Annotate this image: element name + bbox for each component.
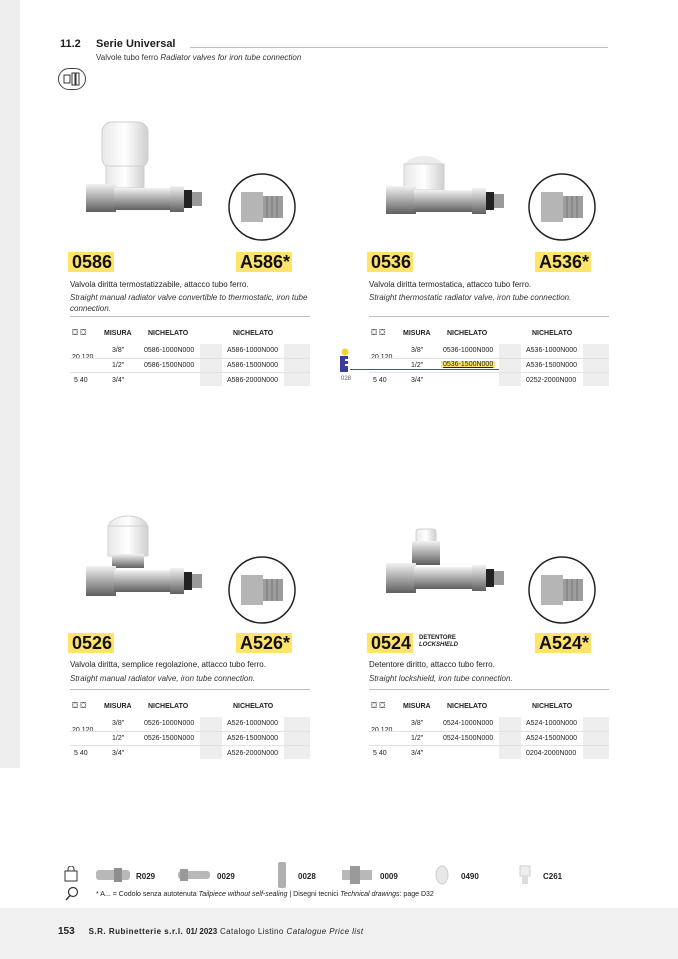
pack-icon: ⛋ ⛋ <box>371 701 386 710</box>
table-shade <box>284 717 310 759</box>
product-code: 0524 <box>367 633 413 654</box>
pack-icon: ⛋ ⛋ <box>72 328 87 337</box>
product-description-en: Straight manual radiator valve convertible to thermostatic, iron tube connection. <box>70 293 308 313</box>
page-number: 153 <box>58 926 75 937</box>
misura-cell: 3/8" <box>411 720 424 727</box>
pack-icon: ⛋ ⛋ <box>371 328 386 337</box>
accessory-0009-image <box>340 864 374 891</box>
misura-cell: 3/4" <box>411 377 424 384</box>
misura-cell: 3/4" <box>112 750 125 757</box>
tag-en: LOCKSHIELD <box>419 642 458 648</box>
alt-product-code: A524* <box>535 633 591 654</box>
code-cell: A536-1000N000 <box>526 347 577 354</box>
row-divider <box>70 358 310 359</box>
pack-cell: 5 40 <box>74 750 88 757</box>
accessory-C261-image <box>516 864 534 891</box>
valve-0526-image <box>82 512 212 627</box>
misura-cell: 3/8" <box>112 347 125 354</box>
product-description-en: Straight manual radiator valve, iron tube connection. <box>70 674 255 683</box>
table-shade <box>499 717 521 759</box>
valve-0586-image <box>82 118 212 233</box>
product-table <box>369 326 609 388</box>
drawings-page-ref: : page D32 <box>399 891 434 898</box>
footnote <box>96 891 434 898</box>
column-header: NICHELATO <box>447 330 488 337</box>
product-code: 0536 <box>367 252 413 273</box>
note-separator: | <box>289 891 292 898</box>
misura-cell: 3/8" <box>411 347 424 354</box>
product-code: 0586 <box>68 252 114 273</box>
row-divider <box>369 358 609 359</box>
code-cell: A586-2000N000 <box>227 377 278 384</box>
misura-cell: 3/4" <box>112 377 125 384</box>
table-shade <box>583 344 609 386</box>
column-header: NICHELATO <box>233 703 274 710</box>
table-shade <box>200 717 222 759</box>
tailpiece-A586-image <box>227 172 297 247</box>
row-divider <box>369 731 609 732</box>
iron-tube-icon <box>58 68 86 90</box>
code-cell: A526-1500N000 <box>227 735 278 742</box>
header-divider <box>190 47 608 48</box>
section-title: Serie Universal <box>96 38 176 50</box>
divider <box>369 316 609 317</box>
drawings-en: Technical drawings <box>340 891 400 898</box>
catalog-en: Catalogue Price list <box>286 927 364 936</box>
row-divider <box>70 745 310 746</box>
valve-0536-image <box>382 150 512 235</box>
alt-product-code: A536* <box>535 252 591 273</box>
column-header: NICHELATO <box>233 330 274 337</box>
row-divider <box>369 372 609 373</box>
alt-product-code: A586* <box>236 252 292 273</box>
product-code: 0526 <box>68 633 114 654</box>
shopping-bag-icon <box>64 866 78 887</box>
note-en: Tailpiece without self-sealing <box>198 891 288 898</box>
thermostatic-head-icon <box>339 348 351 379</box>
product-description-it: Valvola diritta, semplice regolazione, attacco tubo ferro. <box>70 660 266 669</box>
accessory-label: R029 <box>136 872 156 881</box>
code-cell: 0586-1500N000 <box>144 362 195 369</box>
subtitle-it: Valvole tubo ferro <box>96 53 159 62</box>
row-divider <box>70 731 310 732</box>
misura-cell: 3/4" <box>411 750 424 757</box>
product-table <box>70 326 310 388</box>
note-it: * A... = Codolo senza autotenuta <box>96 891 197 898</box>
accessory-label: 0009 <box>380 872 398 881</box>
table-shade <box>200 344 222 386</box>
column-header: MISURA <box>403 330 431 337</box>
accessory-0490-image <box>434 864 450 891</box>
product-description-en: Straight lockshield, iron tube connection. <box>369 674 513 683</box>
footer <box>58 926 363 937</box>
product-description-it: Valvola diritta termostatica, attacco tubo ferro. <box>369 280 532 289</box>
table-shade <box>499 344 521 386</box>
tailpiece-A526-image <box>227 555 297 630</box>
code-cell: 0204-2000N000 <box>526 750 577 757</box>
page-edge-band <box>0 0 20 768</box>
divider <box>369 689 609 690</box>
divider <box>70 316 310 317</box>
accessory-0029-image <box>176 866 212 889</box>
code-cell: A586-1500N000 <box>227 362 278 369</box>
row-divider <box>369 745 609 746</box>
code-cell: 0526-1000N000 <box>144 720 195 727</box>
code-cell: 0524-1000N000 <box>443 720 494 727</box>
column-header: NICHELATO <box>447 703 488 710</box>
pack-cell: 5 40 <box>373 750 387 757</box>
code-cell: A524-1500N000 <box>526 735 577 742</box>
product-description-it: Valvola diritta termostatizzabile, attacco tubo ferro. <box>70 280 249 289</box>
code-cell: 0252-2000N000 <box>526 377 577 384</box>
column-header: NICHELATO <box>532 703 573 710</box>
pack-icon: ⛋ ⛋ <box>72 701 87 710</box>
side-label: 028 <box>341 376 352 382</box>
alt-product-code: A526* <box>236 633 292 654</box>
code-cell: A526-2000N000 <box>227 750 278 757</box>
table-shade <box>583 717 609 759</box>
pack-cell: 5 40 <box>74 377 88 384</box>
tailpiece-A524-image <box>527 555 597 630</box>
company-name: S.R. Rubinetterie s.r.l. <box>88 927 184 936</box>
accessory-0028-image <box>276 860 288 895</box>
code-cell: A524-1000N000 <box>526 720 577 727</box>
edition: 01/ 2023 <box>186 927 218 936</box>
magnifier-icon <box>64 886 80 907</box>
code-cell: 0526-1500N000 <box>144 735 195 742</box>
column-header: NICHELATO <box>148 330 189 337</box>
code-cell: 0536-1000N000 <box>443 347 494 354</box>
misura-cell: 1/2" <box>411 735 424 742</box>
product-table <box>70 699 310 761</box>
code-cell: A536-1500N000 <box>526 362 577 369</box>
accessory-label: 0028 <box>298 872 316 881</box>
highlighted-code-cell[interactable]: 0536-1500N000 <box>443 361 494 368</box>
column-header: NICHELATO <box>532 330 573 337</box>
table-shade <box>284 344 310 386</box>
drawings-it: Disegni tecnici <box>293 891 339 898</box>
accessory-label: 0029 <box>217 872 235 881</box>
misura-cell: 1/2" <box>112 735 125 742</box>
subtitle-en: Radiator valves for iron tube connection <box>160 53 302 62</box>
lockshield-0524-image <box>382 525 512 625</box>
misura-cell: 1/2" <box>411 362 424 369</box>
tag-it: DETENTORE <box>419 635 456 641</box>
product-description-en: Straight thermostatic radiator valve, iron tube connection. <box>369 293 572 302</box>
product-table <box>369 699 609 761</box>
misura-cell: 1/2" <box>112 362 125 369</box>
row-divider <box>70 372 310 373</box>
code-cell: A586-1000N000 <box>227 347 278 354</box>
misura-cell: 3/8" <box>112 720 125 727</box>
divider <box>70 689 310 690</box>
code-cell: 0524-1500N000 <box>443 735 494 742</box>
column-header: NICHELATO <box>148 703 189 710</box>
accessory-label: 0490 <box>461 872 479 881</box>
accessory-R029-image <box>94 866 132 889</box>
section-number: 11.2 <box>60 38 81 50</box>
section-subtitle <box>96 53 301 62</box>
pack-cell: 5 40 <box>373 377 387 384</box>
column-header: MISURA <box>104 703 132 710</box>
product-description-it: Detentore diritto, attacco tubo ferro. <box>369 660 495 669</box>
column-header: MISURA <box>403 703 431 710</box>
code-cell: A526-1000N000 <box>227 720 278 727</box>
lockshield-tag <box>419 635 458 649</box>
code-cell: 0586-1000N000 <box>144 347 195 354</box>
tailpiece-A536-image <box>527 172 597 247</box>
column-header: MISURA <box>104 330 132 337</box>
accessory-label: C261 <box>543 872 563 881</box>
catalog-it: Catalogo Listino <box>219 927 284 936</box>
